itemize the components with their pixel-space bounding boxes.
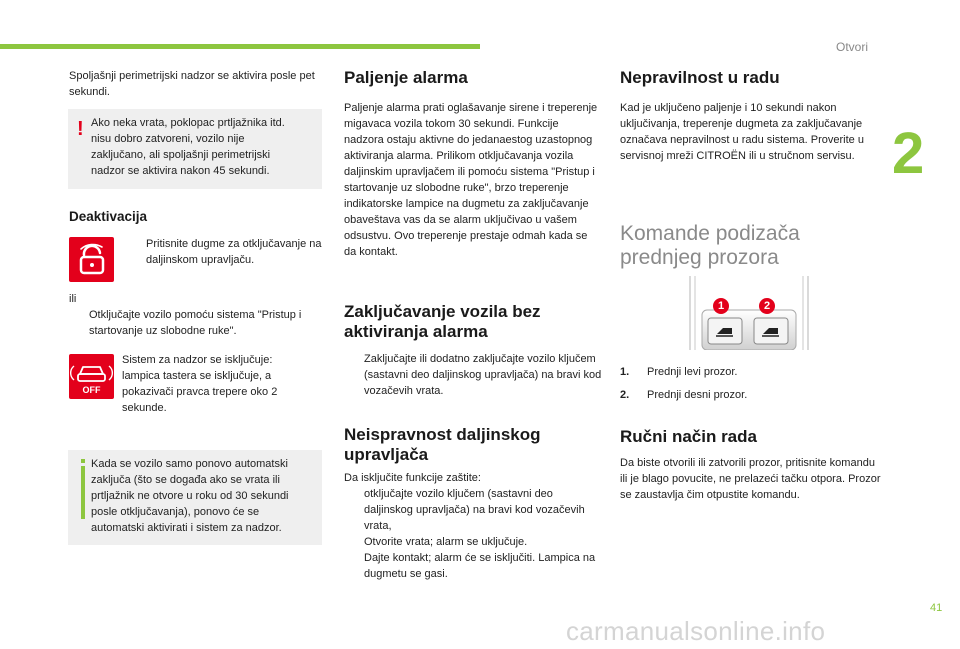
callout-badge-2: 2 [759, 298, 775, 314]
list-item-text: Dajte kontakt; alarm će se isključiti. Lampica na dugmetu se gasi. [364, 552, 596, 580]
bullet-marker [344, 486, 364, 534]
manual-title: Ručni način rada [620, 427, 757, 446]
windows-title: Komande podizača prednjeg prozora [620, 222, 800, 269]
bullet-marker [344, 351, 364, 399]
warning-icon: ! [77, 118, 84, 140]
unlock-remote-icon [69, 237, 114, 282]
info-text: Kada se vozilo samo ponovo automatski zaključa (što se događa ako se vrata ili prtljažnik ne otvore u roku od 30 sekundi posle otključavanja), ponovo će se automatski aktivirati i sistem za nadzor. [91, 458, 289, 534]
item-number: 1. [620, 366, 630, 378]
bullet-marker [126, 236, 146, 268]
alarm-off-icon [69, 354, 114, 399]
or-text: ili [69, 293, 77, 305]
alarm-text: Paljenje alarma prati oglašavanje sirene i treperenje migavaca vozila tokom 30 sekundi. Funkcije nadzora ostaju aktivne do jedanaestog uzastopnog aktiviranja alarma. Prilikom otključavanja vozila daljinskim upravljačem ili pomoću sistema "Pristup i startovanje uz slobodne ruke", brzo treperenje indikatorske lampice na dugmetu za zaključavanje obaveštava vas da se alarm uključivao u vašem odsustvu. Ovo treperenje prestaje odmah kada se da kontakt. [344, 102, 598, 258]
malfunction-text: Kad je uključeno paljenje i 10 sekundi nakon uključivanja, treperenje dugmeta za zaključavanje označava nepravilnost u radu sistema. Proverite u servisnoj mreži CITROËN ili u stručnom servisu. [620, 102, 864, 162]
item-text: Prednji levi prozor. [647, 366, 738, 378]
list-item [344, 486, 596, 534]
off-label: OFF [82, 385, 101, 395]
list-item-text: otključajte vozilo ključem (sastavni deo daljinskog upravljača) na bravi kod vozačevih vrata, [364, 488, 585, 532]
list-item [344, 534, 596, 550]
window-switches-illustration [686, 276, 812, 350]
manual-text: Da biste otvorili ili zatvorili prozor, pritisnite komandu ili je blago povucite, ne prelazeći tačku otpora. Prozor se zaustavlja čim otpustite komandu. [620, 457, 881, 501]
bullet-marker [344, 550, 364, 582]
item-number: 2. [620, 389, 630, 401]
intro-text: Spoljašnji perimetrijski nadzor se aktivira posle pet sekundi. [69, 70, 315, 98]
bullet-marker [344, 534, 364, 550]
chapter-accent-bar [0, 44, 480, 49]
chapter-number: 2 [892, 121, 925, 186]
item-text: Prednji desni prozor. [647, 389, 748, 401]
list-item-text: Otvorite vrata; alarm se uključuje. [364, 536, 528, 548]
list-item [620, 387, 860, 403]
callout-badge-1: 1 [713, 298, 729, 314]
keyless-step [69, 307, 327, 339]
deactivation-title: Deaktivacija [69, 209, 148, 224]
list-item [344, 550, 596, 582]
list-item [620, 364, 860, 380]
off-text: Sistem za nadzor se isključuje: lampica tastera se isključuje, a pokazivači pravca trepere oko 2 sekunde. [122, 354, 278, 414]
unlock-step-text: Pritisnite dugme za otključavanje na daljinskom upravljaču. [146, 238, 322, 266]
fault-list [344, 486, 596, 582]
keyless-step-text: Otključajte vozilo pomoću sistema "Pristup i startovanje uz slobodne ruke". [89, 309, 302, 337]
fault-title: Neispravnost daljinskog upravljača [344, 425, 541, 464]
fault-intro: Da isključite funkcije zaštite: [344, 472, 481, 484]
page-number: 41 [930, 602, 943, 614]
lock-step [344, 351, 602, 399]
lock-title: Zaključavanje vozila bez aktiviranja alarma [344, 302, 541, 341]
bullet-marker [69, 307, 89, 339]
watermark: carmanualsonline.info [566, 616, 826, 646]
malfunction-title: Nepravilnost u radu [620, 68, 780, 87]
warning-box [68, 109, 322, 189]
warning-text: Ako neka vrata, poklopac prtljažnika itd. nisu dobro zatvoreni, vozilo nije zaključano, ali spoljašnji perimetrijski nadzor se aktivira nakon 45 sekundi. [91, 117, 285, 177]
info-icon [81, 459, 85, 519]
info-box [68, 450, 322, 545]
lock-step-text: Zaključajte ili dodatno zaključajte vozilo ključem (sastavni deo daljinskog upravljača) na bravi kod vozačevih vrata. [364, 353, 602, 397]
alarm-title: Paljenje alarma [344, 68, 468, 87]
section-header: Otvori [835, 40, 868, 54]
unlock-step [126, 236, 326, 268]
